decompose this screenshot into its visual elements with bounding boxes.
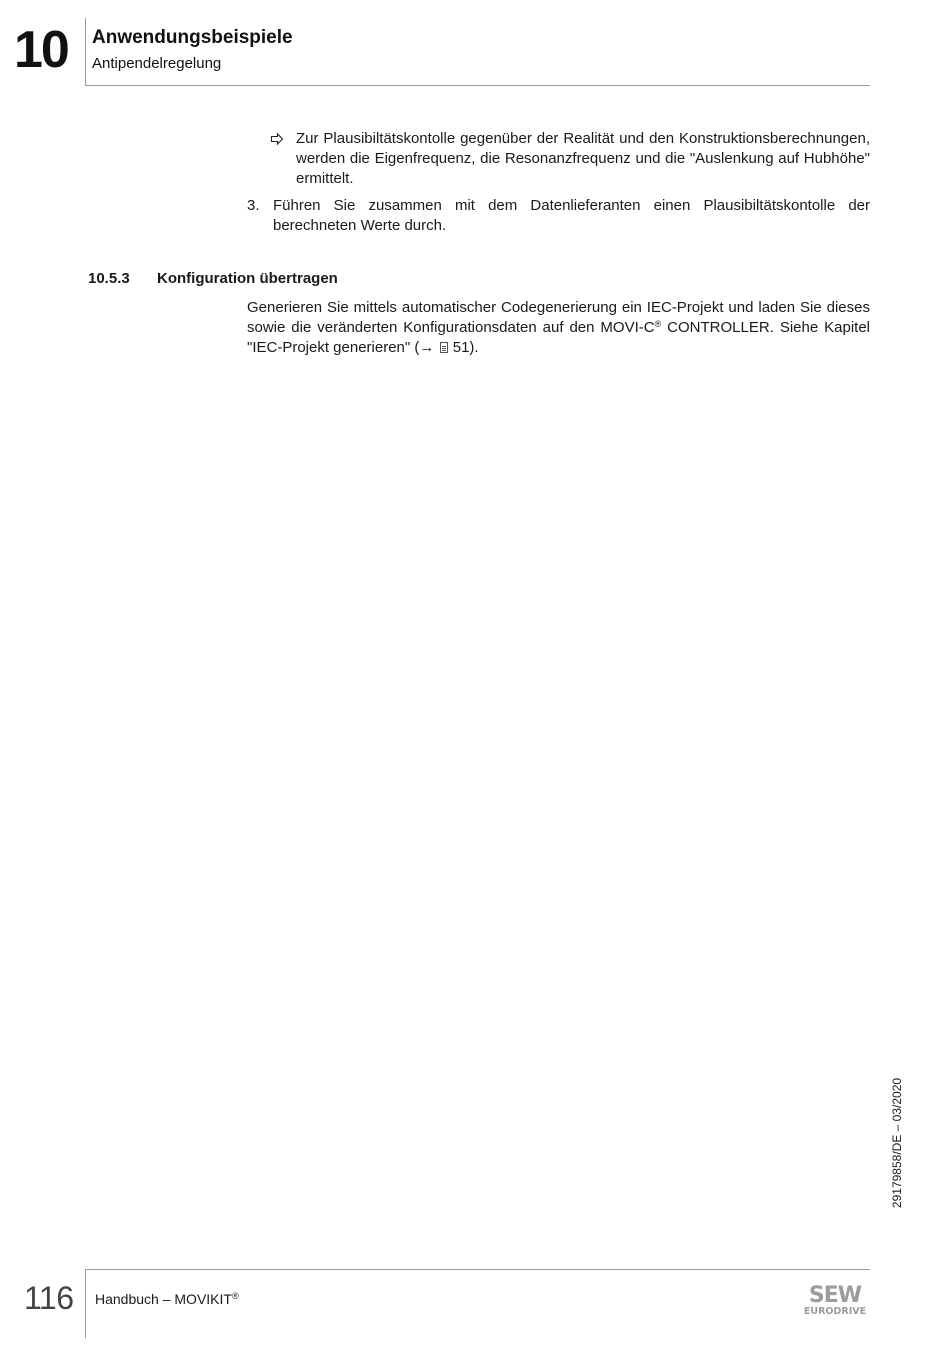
section-paragraph [247,298,870,358]
logo-line2: EURODRIVE [803,1306,867,1317]
chapter-page-link[interactable]: 51 [452,339,470,356]
chapter-title: Anwendungsbeispiele [92,27,293,48]
registered-mark: ® [654,319,662,329]
footer-document-title [95,1291,239,1307]
section-number: 10.5.3 [88,270,130,287]
footer-registered-mark: ® [231,1291,239,1301]
section-title: Konfiguration übertragen [157,270,338,287]
chapter-number: 10 [14,21,68,79]
paragraph-text-end: ). [469,339,479,356]
page-number: 116 [24,1280,74,1316]
step-number: 3. [247,197,260,214]
step-item [247,196,870,236]
paragraph-text-part1: Generieren Sie mittels automatischer Codegenerierung ein IEC-Projekt und laden Sie dieses sowie die veränderten Konfigurationsdaten auf den MOVI-C [247,299,870,336]
footer-divider-horizontal [85,1269,870,1270]
logo-line1: SEW [808,1283,862,1308]
sew-eurodrive-logo [800,1283,870,1317]
result-item [270,129,870,189]
result-text: Zur Plausibiltätskontolle gegenüber der Realität und den Konstruktionsberechnungen, werden die Eigenfrequenz, die Resonanzfrequenz und die "Auslenkung auf Hubhöhe" ermittelt. [296,130,870,187]
chapter-subtitle: Antipendelregelung [92,55,222,72]
document-id: 29179858/DE – 03/2020 [890,1077,904,1209]
footer-title-text: Handbuch – MOVIKIT [95,1291,232,1307]
result-arrow-icon [270,129,284,149]
header-divider-vertical [85,18,86,86]
paragraph-text-part2: CONTROLLER. Siehe Kapitel "IEC-Projekt generieren" (→ [247,319,870,356]
footer-divider-vertical [85,1269,86,1338]
header-divider-horizontal [85,85,870,86]
page-reference-icon [440,342,448,353]
step-text: Führen Sie zusammen mit dem Datenlieferanten einen Plausibiltätskontolle der berechneten Werte durch. [273,197,870,234]
